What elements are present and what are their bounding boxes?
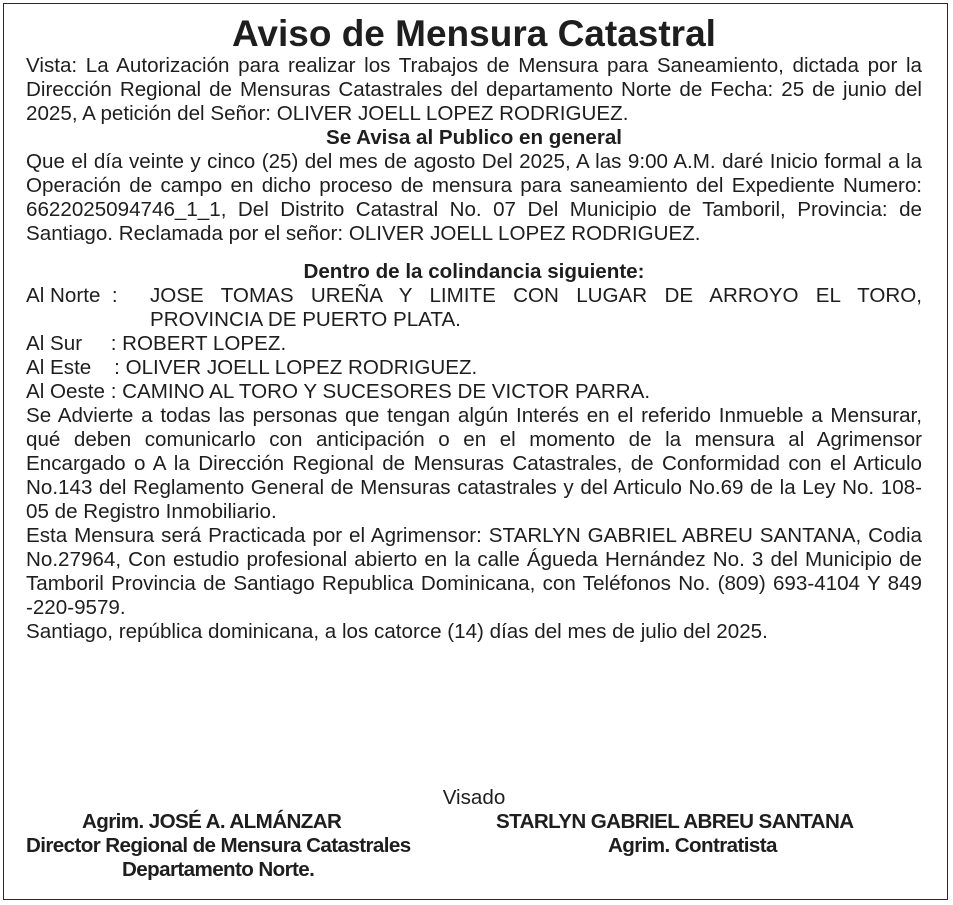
signature-names-row [26, 810, 922, 834]
boundary-value: ROBERT LOPEZ. [122, 332, 287, 355]
notice-body: Que el día veinte y cinco (25) del mes de agosto Del 2025, A las 9:00 A.M. daré Inicio formal a la Operación de campo en dicho proceso de mensura para saneamiento del Expediente Numero: 6622025094746_1_1, Del Distrito Catastral No. 07 Del Municipio de Tamboril, Provincia: de Santiago. Reclamada por el señor: OLIVER JOELL LOPEZ RODRIGUEZ. [26, 150, 922, 245]
boundary-direction: Al Norte : [26, 284, 124, 307]
left-signatory-name: Agrim. JOSÉ A. ALMÁNZAR [82, 810, 342, 833]
left-signatory-department: Departamento Norte. [122, 858, 315, 881]
intro-paragraph: Vista: La Autorización para realizar los Trabajos de Mensura para Saneamiento, dictada por la Dirección Regional de Mensuras Catastrales del departamento Norte de Fecha: 25 de junio del 2025, A petición del Señor: OLIVER JOELL LOPEZ RODRIGUEZ. [26, 54, 922, 125]
boundary-direction: Al Sur : [26, 332, 123, 355]
boundary-value: OLIVER JOELL LOPEZ RODRIGUEZ. [125, 356, 478, 379]
notice-document [26, 0, 922, 644]
surveyor-paragraph: Esta Mensura será Practicada por el Agrimensor: STARLYN GABRIEL ABREU SANTANA, Codia No.27964, Con estudio profesional abierto en la calle Águeda Hernández No. 3 del Municipio de Tamboril Provincia de Santiago Republica Dominicana, con Teléfonos No. (809) 693-4104 Y 849 -220-9579. [26, 524, 922, 619]
boundary-east [26, 356, 922, 380]
boundary-value: JOSE TOMAS UREÑA Y LIMITE CON LUGAR DE ARROYO EL TORO, PROVINCIA DE PUERTO PLATA. [150, 284, 922, 331]
boundary-direction: Al Este : [26, 356, 126, 379]
signature-block [26, 786, 922, 882]
boundary-west [26, 380, 922, 404]
date-line: Santiago, república dominicana, a los catorce (14) días del mes de julio del 2025. [26, 620, 768, 643]
left-signatory-title: Director Regional de Mensura Catastrales [26, 834, 411, 857]
notice-heading: Se Avisa al Publico en general [325, 126, 623, 149]
boundaries-heading: Dentro de la colindancia siguiente: [303, 260, 645, 283]
signature-titles-row [26, 834, 922, 858]
visado-label: Visado [442, 786, 506, 809]
signature-dept-row [26, 858, 922, 882]
warning-paragraph: Se Advierte a todas las personas que tengan algún Interés en el referido Inmueble a Mensurar, qué deben comunicarlo con anticipación o en el momento de la mensura al Agrimensor Encargado o A la Dirección Regional de Mensuras Catastrales, de Conformidad con el Articulo No.143 del Reglamento General de Mensuras catastrales y del Articulo No.69 de la Ley No. 108-05 de Registro Inmobiliario. [26, 404, 922, 523]
boundary-direction: Al Oeste : [26, 380, 123, 403]
right-signatory-title: Agrim. Contratista [608, 834, 777, 857]
right-signatory-name: STARLYN GABRIEL ABREU SANTANA [496, 810, 854, 833]
boundary-south [26, 332, 922, 356]
notice-title: Aviso de Mensura Catastral [232, 13, 716, 54]
boundary-north [26, 284, 922, 332]
boundary-value: CAMINO AL TORO Y SUCESORES DE VICTOR PARRA. [122, 380, 651, 403]
